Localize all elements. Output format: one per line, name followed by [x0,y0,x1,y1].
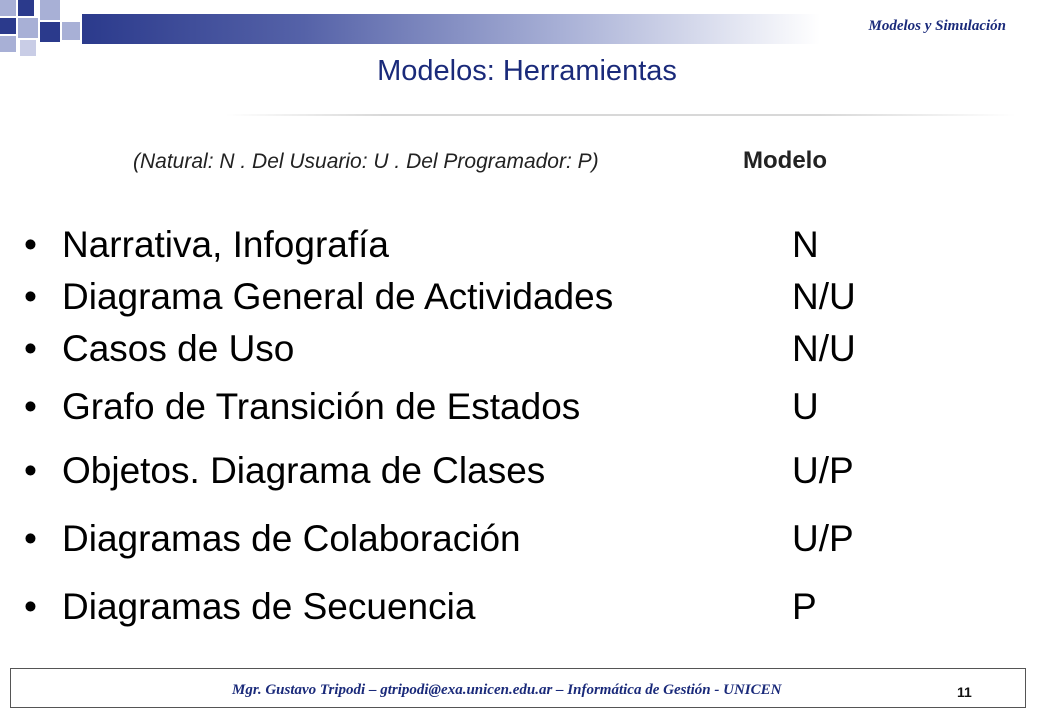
bullet: • [24,328,37,369]
logo-square [0,18,16,34]
model-code: P [792,586,817,627]
page-number: 11 [957,684,972,700]
model-code: U/P [792,450,854,491]
tool-name: Casos de Uso [62,328,295,369]
list-item [0,274,1040,320]
logo-square [0,0,16,16]
model-code: N/U [792,328,856,369]
logo-square [18,0,34,16]
model-code: U/P [792,518,854,559]
logo-square [0,36,16,52]
logo-square [18,18,38,38]
bullet: • [24,450,37,491]
bullet: • [24,386,37,427]
list-item [0,326,1040,372]
list-item [0,584,1040,630]
tool-name: Diagramas de Secuencia [62,586,476,627]
list-item [0,384,1040,430]
model-legend: (Natural: N . Del Usuario: U . Del Programador: P) [133,150,599,173]
course-label: Modelos y Simulación [868,18,1006,34]
logo-square [40,0,60,20]
logo-square [62,22,80,40]
model-code: N [792,224,819,265]
logo-square [20,40,36,56]
logo-squares [0,0,80,58]
title-divider [226,114,1016,116]
list-item [0,448,1040,494]
logo-square [40,22,60,42]
model-code: N/U [792,276,856,317]
tool-name: Objetos. Diagrama de Clases [62,450,546,491]
footer-credit: Mgr. Gustavo Tripodi – gtripodi@exa.unicen.edu.ar – Informática de Gestión - UNICEN [232,682,782,698]
bullet: • [24,224,37,265]
tool-name: Narrativa, Infografía [62,224,389,265]
tool-name: Diagramas de Colaboración [62,518,521,559]
list-item [0,222,1040,268]
list-item [0,516,1040,562]
bullet: • [24,518,37,559]
header-bar [82,14,820,44]
tool-name: Grafo de Transición de Estados [62,386,581,427]
model-column-header: Modelo [743,147,827,174]
tool-name: Diagrama General de Actividades [62,276,614,317]
bullet: • [24,276,37,317]
slide-title: Modelos: Herramientas [377,55,677,87]
bullet: • [24,586,37,627]
model-code: U [792,386,819,427]
